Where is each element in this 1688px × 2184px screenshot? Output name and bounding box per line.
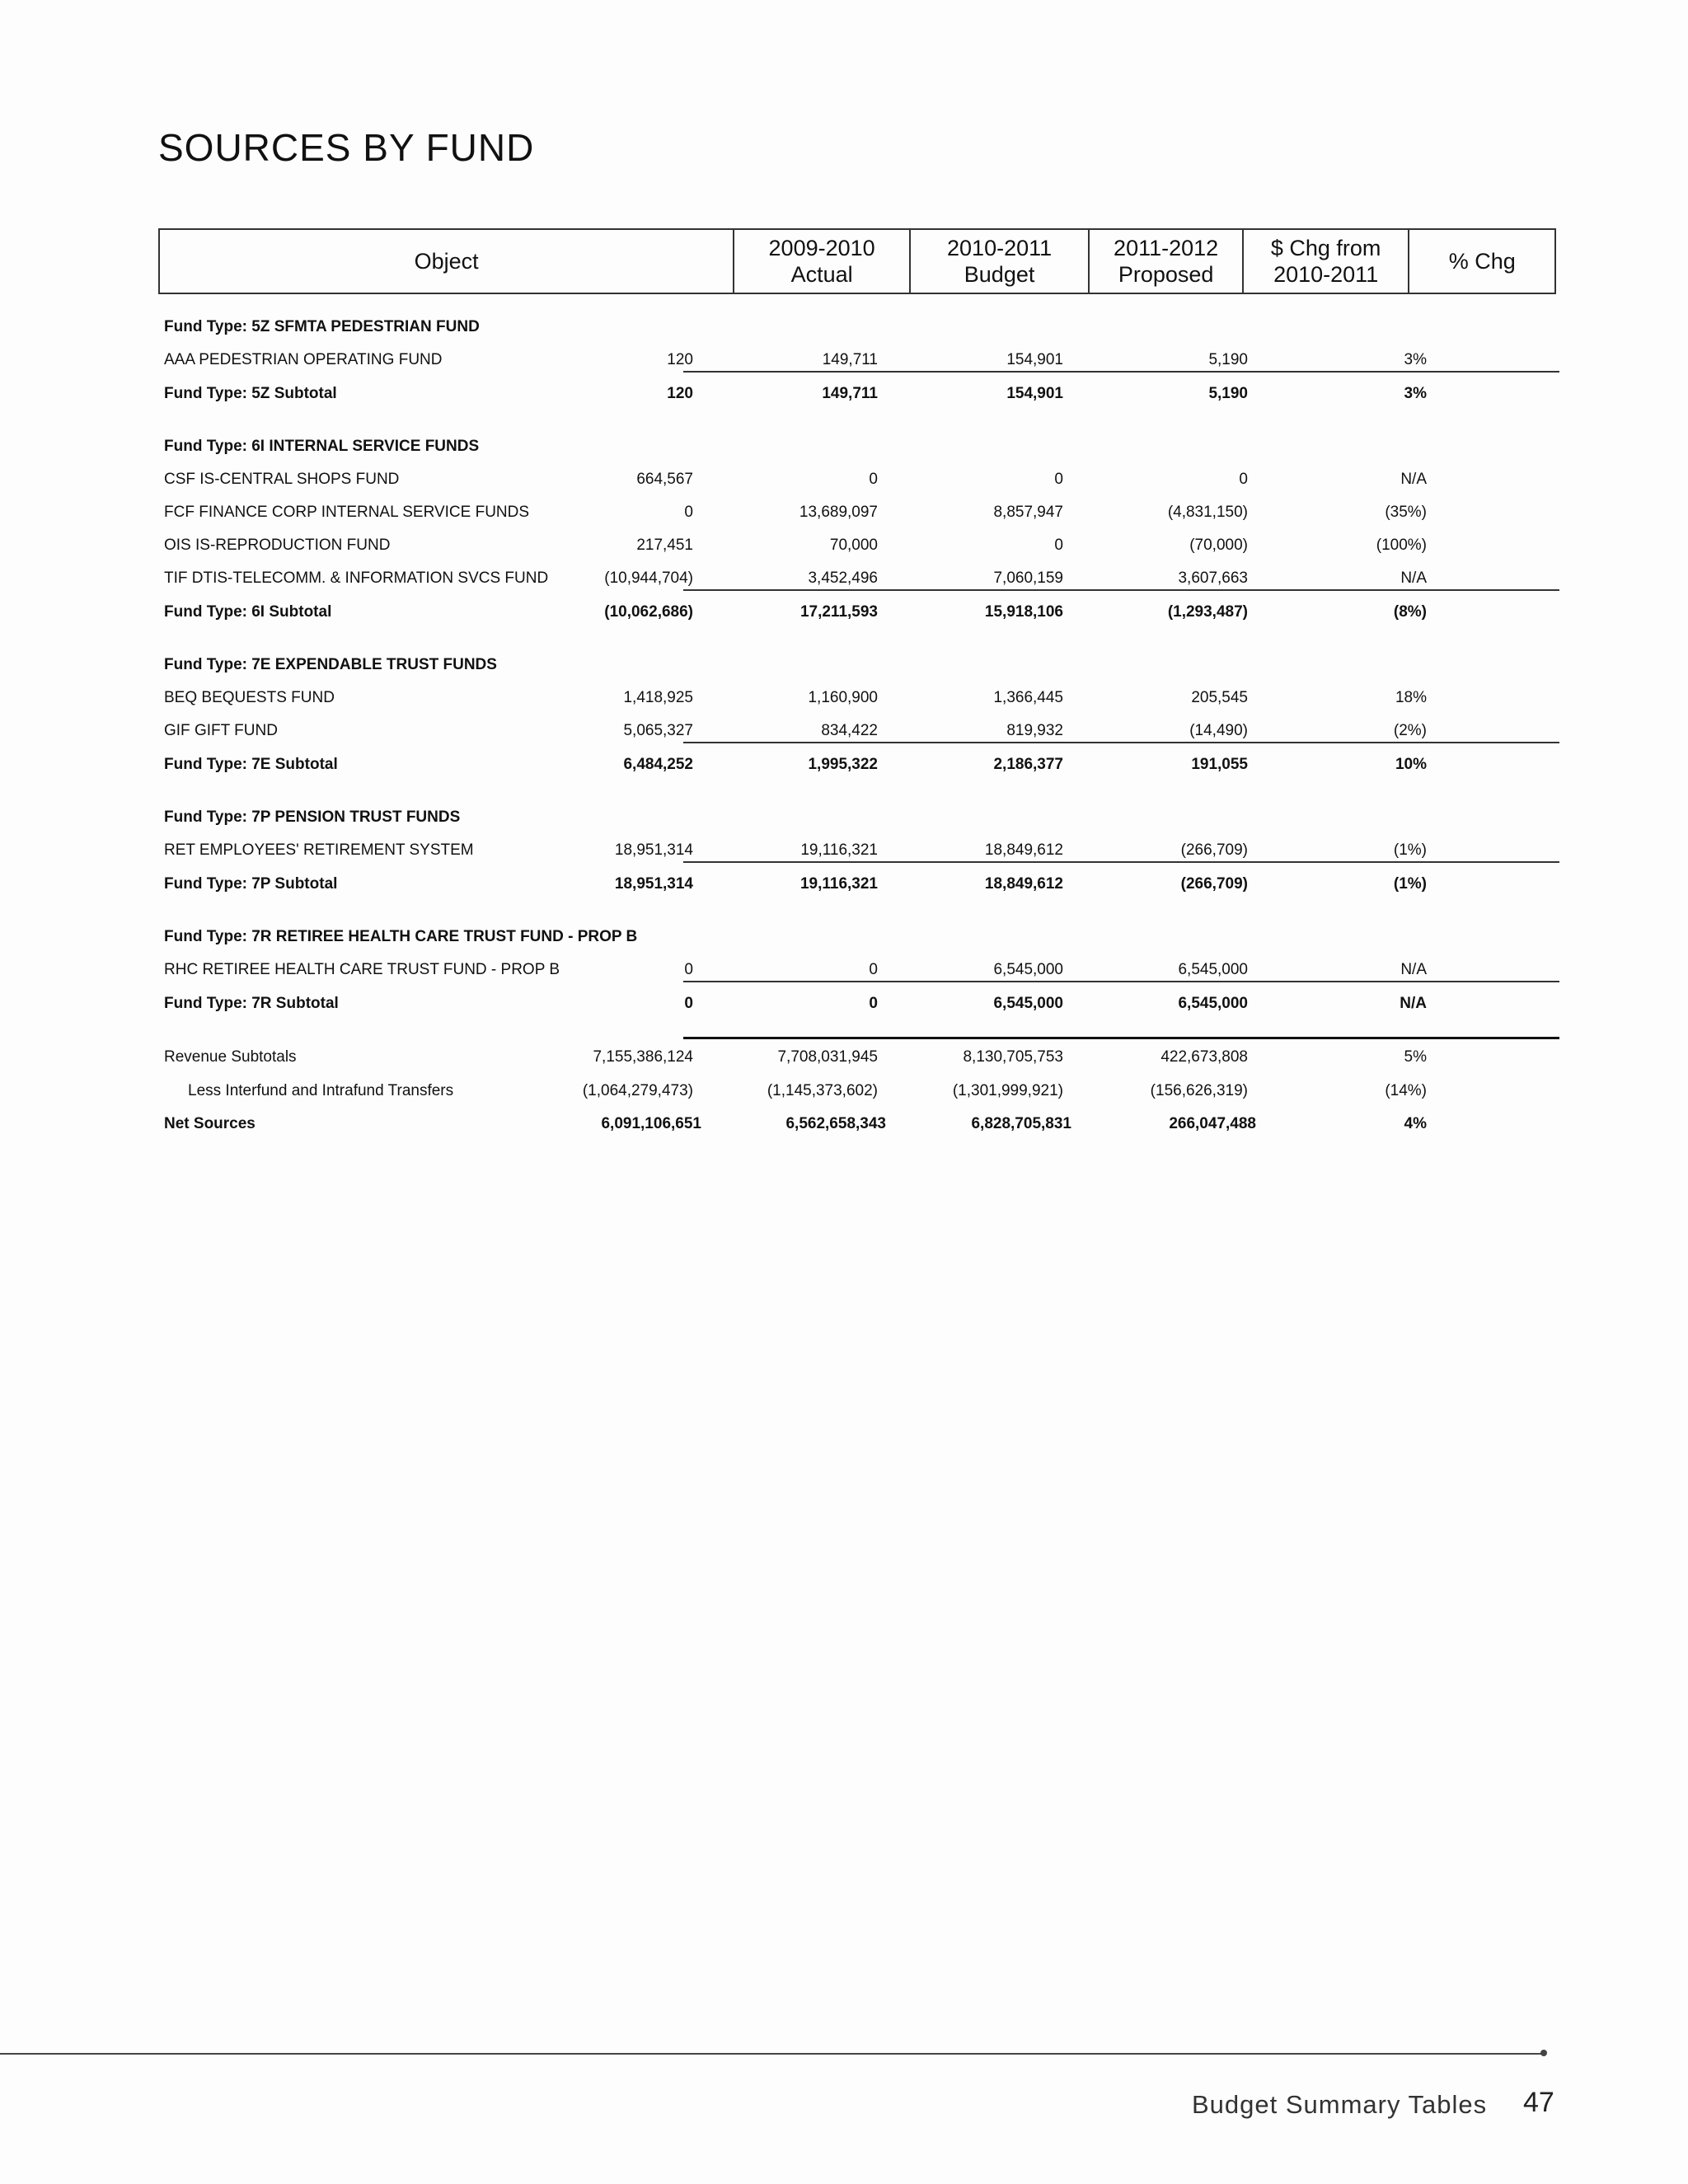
budget-cell: 7,708,031,945 (777, 1048, 878, 1066)
chg-cell: 0 (1239, 471, 1248, 488)
row-label: Fund Type: 5Z Subtotal (164, 385, 337, 402)
table-header (158, 228, 1556, 294)
table-row (158, 1076, 1559, 1105)
table-row (158, 563, 1559, 593)
table-row (158, 431, 1559, 461)
row-label: GIF GIFT FUND (164, 722, 278, 739)
budget-cell: 1,160,900 (808, 689, 878, 706)
chg-cell: (1,293,487) (1167, 603, 1248, 621)
header-budget: 2010-2011 Budget (911, 230, 1090, 293)
row-label: AAA PEDESTRIAN OPERATING FUND (164, 351, 443, 368)
chg-cell: 5,190 (1208, 351, 1248, 368)
actual-cell: 7,155,386,124 (593, 1048, 693, 1066)
proposed-cell: 6,828,705,831 (971, 1115, 1071, 1132)
row-label: Fund Type: 7E Subtotal (164, 756, 338, 773)
table-row (158, 312, 1559, 341)
pct-cell: N/A (1400, 471, 1427, 488)
row-label: Revenue Subtotals (164, 1048, 297, 1066)
actual-cell: 5,065,327 (623, 722, 693, 739)
proposed-cell: (1,301,999,921) (952, 1082, 1063, 1099)
pct-cell: (2%) (1393, 722, 1427, 739)
chg-cell: 205,545 (1191, 689, 1248, 706)
budget-cell: 149,711 (822, 385, 878, 402)
table-row (158, 649, 1559, 679)
row-label: Fund Type: 7P Subtotal (164, 875, 338, 893)
pct-cell: N/A (1400, 961, 1427, 978)
proposed-cell: 0 (1054, 471, 1063, 488)
actual-cell: 120 (667, 351, 693, 368)
chg-cell: (70,000) (1189, 537, 1248, 554)
budget-cell: 0 (869, 961, 878, 978)
pct-cell: 3% (1404, 351, 1427, 368)
actual-cell: 664,567 (636, 471, 693, 488)
pct-cell: (1%) (1393, 841, 1427, 859)
budget-cell: 6,562,658,343 (785, 1115, 886, 1132)
table-row (158, 921, 1559, 951)
footer-rule (0, 2053, 1545, 2055)
header-object: Object (160, 230, 734, 293)
budget-cell: 1,995,322 (808, 756, 878, 773)
row-label: Fund Type: 7E EXPENDABLE TRUST FUNDS (164, 656, 497, 673)
subtotal-rule (683, 981, 1559, 982)
budget-cell: 0 (869, 995, 878, 1012)
pct-cell: 5% (1404, 1048, 1427, 1066)
table-row (158, 835, 1559, 865)
row-label: CSF IS-CENTRAL SHOPS FUND (164, 471, 400, 488)
actual-cell: (10,062,686) (604, 603, 693, 621)
row-label: Fund Type: 7P PENSION TRUST FUNDS (164, 808, 461, 826)
pct-cell: 3% (1404, 385, 1427, 402)
actual-cell: 1,418,925 (623, 689, 693, 706)
subtotal-rule (683, 742, 1559, 743)
proposed-cell: 819,932 (1006, 722, 1063, 739)
row-label: FCF FINANCE CORP INTERNAL SERVICE FUNDS (164, 504, 530, 521)
proposed-cell: 8,857,947 (993, 504, 1063, 521)
chg-cell: 191,055 (1191, 756, 1248, 773)
subtotal-rule (683, 589, 1559, 591)
chg-cell: 3,607,663 (1178, 569, 1248, 587)
row-label: RET EMPLOYEES' RETIREMENT SYSTEM (164, 841, 474, 859)
header-pct: % Chg (1448, 249, 1516, 274)
pct-cell: (1%) (1393, 875, 1427, 893)
proposed-cell: 15,918,106 (984, 603, 1063, 621)
subtotal-rule (683, 861, 1559, 863)
row-label: TIF DTIS-TELECOMM. & INFORMATION SVCS FUND (164, 569, 549, 587)
chg-cell: 266,047,488 (1169, 1115, 1256, 1132)
actual-cell: 120 (667, 385, 693, 402)
table-row (158, 682, 1559, 712)
proposed-cell: 0 (1054, 537, 1063, 554)
chg-cell: (14,490) (1189, 722, 1248, 739)
proposed-cell: 6,545,000 (993, 995, 1063, 1012)
table-row (158, 802, 1559, 832)
header-chg: $ Chg from 2010-2011 (1244, 230, 1410, 293)
row-label: Net Sources (164, 1115, 256, 1132)
budget-cell: 13,689,097 (799, 504, 878, 521)
pct-cell: (8%) (1393, 603, 1427, 621)
page-title: SOURCES BY FUND (158, 126, 535, 169)
pct-cell: 4% (1404, 1115, 1427, 1132)
table-row (158, 954, 1559, 984)
table-row (158, 464, 1559, 494)
actual-cell: 0 (684, 961, 693, 978)
budget-cell: (1,145,373,602) (767, 1082, 878, 1099)
chg-cell: (156,626,319) (1150, 1082, 1248, 1099)
footer-dot (1540, 2050, 1547, 2056)
chg-cell: 5,190 (1208, 385, 1248, 402)
proposed-cell: 1,366,445 (993, 689, 1063, 706)
proposed-cell: 18,849,612 (984, 875, 1063, 893)
page-number: 47 (1523, 2087, 1554, 2118)
proposed-cell: 2,186,377 (993, 756, 1063, 773)
table-row (158, 344, 1559, 374)
pct-cell: N/A (1400, 569, 1427, 587)
pct-cell: (35%) (1385, 504, 1427, 521)
budget-cell: 17,211,593 (799, 603, 878, 621)
row-label: OIS IS-REPRODUCTION FUND (164, 537, 391, 554)
row-label: Fund Type: 5Z SFMTA PEDESTRIAN FUND (164, 318, 480, 335)
row-label: Fund Type: 6I INTERNAL SERVICE FUNDS (164, 438, 480, 455)
row-label: Less Interfund and Intrafund Transfers (188, 1082, 454, 1099)
table-row (158, 497, 1559, 527)
chg-cell: 422,673,808 (1160, 1048, 1248, 1066)
actual-cell: 0 (684, 504, 693, 521)
footer-label: Budget Summary Tables (1192, 2090, 1488, 2119)
pct-cell: 18% (1395, 689, 1427, 706)
row-label: RHC RETIREE HEALTH CARE TRUST FUND - PROP B (164, 961, 560, 978)
chg-cell: (266,709) (1180, 875, 1248, 893)
row-label: Fund Type: 7R RETIREE HEALTH CARE TRUST FUND - PROP B (164, 928, 638, 945)
row-label: BEQ BEQUESTS FUND (164, 689, 335, 706)
pct-cell: (14%) (1385, 1082, 1427, 1099)
actual-cell: 6,091,106,651 (601, 1115, 701, 1132)
chg-cell: 6,545,000 (1178, 961, 1248, 978)
table-row (158, 378, 1559, 408)
proposed-cell: 6,545,000 (993, 961, 1063, 978)
budget-cell: 0 (869, 471, 878, 488)
actual-cell: (10,944,704) (604, 569, 693, 587)
proposed-cell: 18,849,612 (984, 841, 1063, 859)
pct-cell: 10% (1395, 756, 1427, 773)
budget-cell: 834,422 (821, 722, 878, 739)
actual-cell: 217,451 (636, 537, 693, 554)
proposed-cell: 154,901 (1006, 351, 1063, 368)
chg-cell: 6,545,000 (1178, 995, 1248, 1012)
header-proposed: 2011-2012 Proposed (1090, 230, 1244, 293)
row-label: Fund Type: 6I Subtotal (164, 603, 332, 621)
actual-cell: 18,951,314 (614, 875, 693, 893)
pct-cell: (100%) (1376, 537, 1427, 554)
proposed-cell: 154,901 (1006, 385, 1063, 402)
table-row (158, 530, 1559, 560)
row-label: Fund Type: 7R Subtotal (164, 995, 339, 1012)
table-row (158, 597, 1559, 626)
actual-cell: (1,064,279,473) (582, 1082, 693, 1099)
header-actual: 2009-2010 Actual (734, 230, 911, 293)
proposed-cell: 8,130,705,753 (963, 1048, 1063, 1066)
chg-cell: (266,709) (1180, 841, 1248, 859)
table-row (158, 1108, 1559, 1138)
proposed-cell: 7,060,159 (993, 569, 1063, 587)
pct-cell: N/A (1400, 995, 1427, 1012)
table-row (158, 869, 1559, 898)
budget-cell: 19,116,321 (799, 875, 878, 893)
table-row (158, 749, 1559, 779)
subtotal-rule (683, 371, 1559, 373)
actual-cell: 0 (684, 995, 693, 1012)
budget-cell: 149,711 (822, 351, 878, 368)
actual-cell: 18,951,314 (614, 841, 693, 859)
budget-cell: 70,000 (829, 537, 878, 554)
budget-cell: 19,116,321 (800, 841, 878, 859)
table-row (158, 715, 1559, 745)
actual-cell: 6,484,252 (623, 756, 693, 773)
budget-cell: 3,452,496 (808, 569, 878, 587)
table-row (158, 1042, 1559, 1071)
table-row (158, 988, 1559, 1018)
chg-cell: (4,831,150) (1167, 504, 1248, 521)
total-rule (683, 1037, 1559, 1039)
